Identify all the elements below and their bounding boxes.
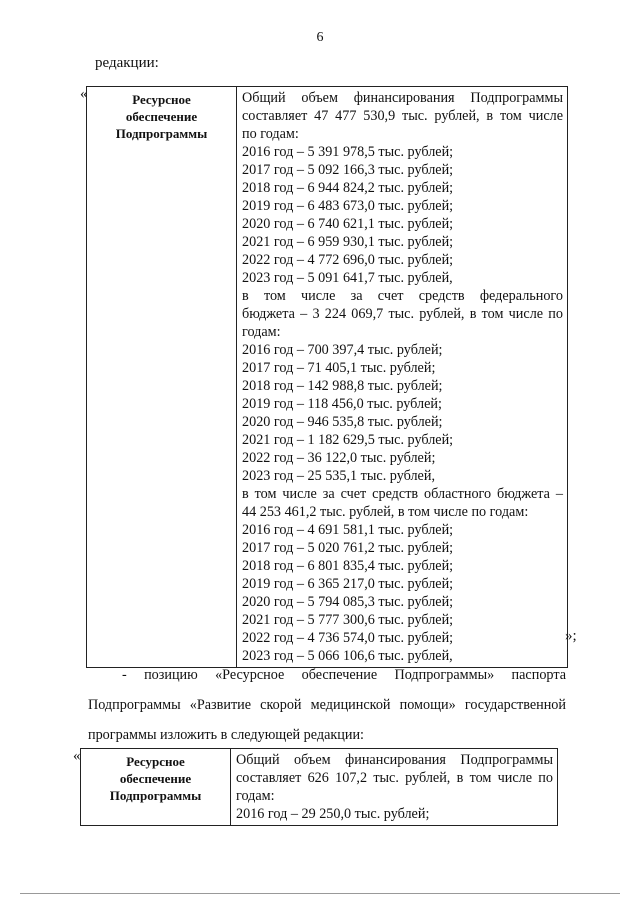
funding-line: в том числе за счет средств областного бюджета – — [242, 486, 563, 502]
page-number: 6 — [316, 30, 324, 45]
table2-body-cell — [231, 749, 558, 826]
funding-line: 2020 год – 946 535,8 тыс. рублей; — [242, 414, 443, 430]
funding-line: 2017 год – 5 092 166,3 тыс. рублей; — [242, 162, 454, 178]
funding-line: 2016 год – 4 691 581,1 тыс. рублей; — [242, 522, 454, 538]
table1-header-line: Подпрограммы — [115, 126, 208, 141]
funding-line: составляет 47 477 530,9 тыс. рублей, в том числе — [242, 108, 563, 124]
funding-line: 2023 год – 25 535,1 тыс. рублей, — [242, 468, 435, 484]
funding-line: годам: — [242, 324, 281, 340]
funding-line: 2018 год – 6 944 824,2 тыс. рублей; — [242, 180, 454, 196]
funding-line: 2018 год – 142 988,8 тыс. рублей; — [242, 378, 443, 394]
funding-line: 44 253 461,2 тыс. рублей, в том числе по годам: — [242, 504, 529, 520]
funding-line: годам: — [236, 788, 275, 804]
funding-line: 2022 год – 4 772 696,0 тыс. рублей; — [242, 252, 454, 268]
resource-table-2 — [80, 748, 558, 826]
table1-header-cell — [87, 87, 237, 668]
open-quote-1: « — [80, 86, 88, 102]
funding-line: 2021 год – 1 182 629,5 тыс. рублей; — [242, 432, 454, 448]
funding-line: 2019 год – 118 456,0 тыс. рублей; — [242, 396, 442, 412]
funding-line: 2020 год – 5 794 085,3 тыс. рублей; — [242, 594, 454, 610]
funding-line: 2022 год – 4 736 574,0 тыс. рублей; — [242, 630, 454, 646]
funding-line: 2018 год – 6 801 835,4 тыс. рублей; — [242, 558, 454, 574]
paragraph-line: - позицию «Ресурсное обеспечение Подпрограммы» паспорта — [122, 667, 566, 683]
paragraph-line: Подпрограммы «Развитие скорой медицинской помощи» государственной — [88, 697, 566, 713]
bottom-rule — [20, 893, 620, 894]
funding-line: 2019 год – 6 365 217,0 тыс. рублей; — [242, 576, 454, 592]
funding-line: 2019 год – 6 483 673,0 тыс. рублей; — [242, 198, 454, 214]
funding-line: 2020 год – 6 740 621,1 тыс. рублей; — [242, 216, 454, 232]
close-quote-1: »; — [565, 628, 577, 644]
funding-line: 2023 год – 5 091 641,7 тыс. рублей, — [242, 270, 453, 286]
intro-text: редакции: — [95, 55, 159, 71]
paragraph-line: программы изложить в следующей редакции: — [88, 727, 364, 743]
funding-line: 2022 год – 36 122,0 тыс. рублей; — [242, 450, 436, 466]
instruction-paragraph — [88, 660, 566, 750]
funding-line: 2016 год – 29 250,0 тыс. рублей; — [236, 806, 430, 822]
funding-line: 2023 год – 5 066 106,6 тыс. рублей, — [242, 648, 453, 664]
open-quote-2: « — [73, 748, 81, 764]
table2-header-line: Подпрограммы — [109, 788, 202, 803]
funding-line: бюджета – 3 224 069,7 тыс. рублей, в том числе по — [242, 306, 563, 322]
funding-line: 2017 год – 5 020 761,2 тыс. рублей; — [242, 540, 454, 556]
resource-table-1 — [86, 86, 568, 668]
table1-header-line: обеспечение — [125, 109, 198, 124]
funding-line: составляет 626 107,2 тыс. рублей, в том числе по — [236, 770, 553, 786]
funding-line: 2017 год – 71 405,1 тыс. рублей; — [242, 360, 436, 376]
funding-line: 2016 год – 5 391 978,5 тыс. рублей; — [242, 144, 454, 160]
table2-header-line: обеспечение — [119, 771, 192, 786]
table1-header-line: Ресурсное — [132, 92, 191, 107]
funding-line: 2021 год – 6 959 930,1 тыс. рублей; — [242, 234, 454, 250]
table1-body-cell — [237, 87, 568, 668]
table2-header-cell — [81, 749, 231, 826]
funding-line: Общий объем финансирования Подпрограммы — [236, 752, 553, 768]
funding-line: Общий объем финансирования Подпрограммы — [242, 90, 563, 106]
funding-line: 2016 год – 700 397,4 тыс. рублей; — [242, 342, 443, 358]
funding-line: в том числе за счет средств федерального — [242, 288, 563, 304]
table2-header-line: Ресурсное — [126, 754, 185, 769]
funding-line: 2021 год – 5 777 300,6 тыс. рублей; — [242, 612, 454, 628]
funding-line: по годам: — [242, 126, 299, 142]
